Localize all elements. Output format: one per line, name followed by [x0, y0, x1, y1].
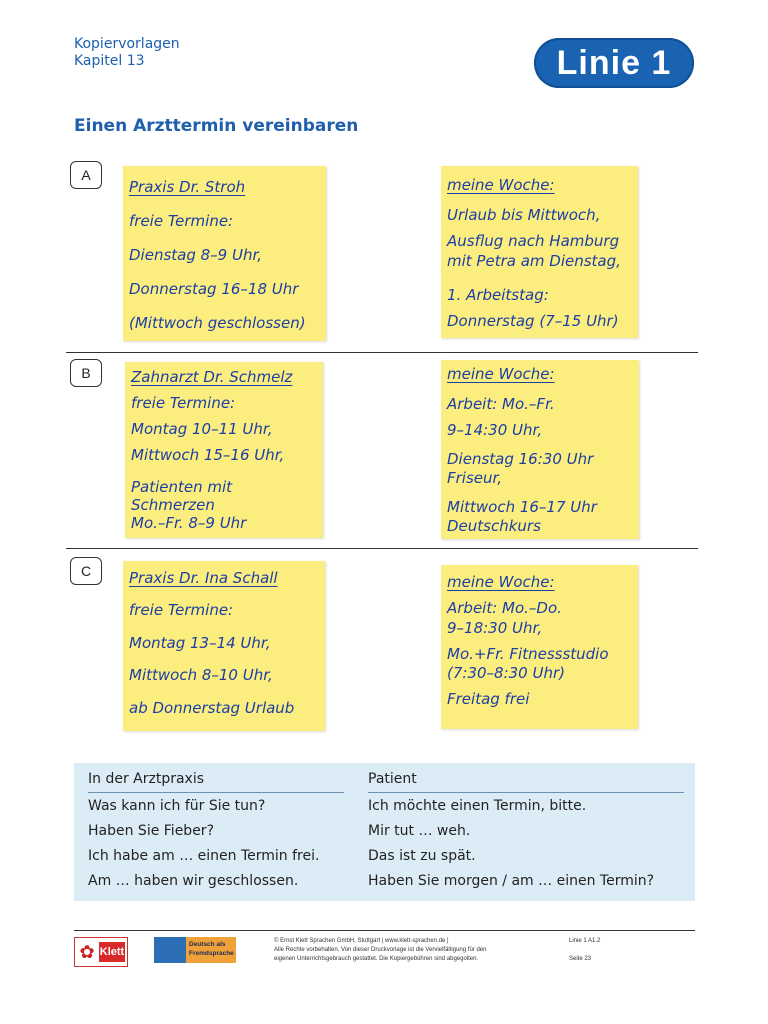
- note-line: Mittwoch 8–10 Uhr,: [129, 666, 273, 684]
- note-line: freie Termine:: [129, 601, 234, 619]
- section-letter-a: A: [70, 161, 102, 189]
- note-line: Mo.+Fr. Fitnessstudio: [447, 645, 609, 663]
- note-line: Mittwoch 15–16 Uhr,: [131, 446, 285, 464]
- phrase-box: [74, 763, 695, 901]
- footer-divider: [74, 930, 695, 931]
- note-a-right: [441, 166, 638, 338]
- daf-line-1: Deutsch als: [189, 941, 226, 948]
- note-line: 1. Arbeitstag:: [447, 286, 549, 304]
- daf-line-2: Fremdsprache: [189, 950, 234, 957]
- note-line: freie Termine:: [129, 212, 234, 230]
- page-number: Seite 23: [569, 956, 592, 962]
- phrase-row: Ich habe am … einen Termin frei.: [88, 848, 320, 864]
- header-line-1: Kopiervorlagen: [74, 36, 180, 52]
- note-line: Arbeit: Mo.–Do.: [447, 599, 562, 617]
- phrase-row: Haben Sie morgen / am … einen Termin?: [368, 873, 655, 889]
- linie1-logo: Linie 1: [534, 38, 694, 88]
- section-letter-b: B: [70, 359, 102, 387]
- note-line: mit Petra am Dienstag,: [447, 252, 621, 270]
- note-b-left: [125, 362, 323, 538]
- klett-mark-icon: ✿: [79, 942, 95, 962]
- note-line: Praxis Dr. Ina Schall: [129, 569, 278, 587]
- note-line: 9–18:30 Uhr,: [447, 619, 543, 637]
- page-title: Einen Arzttermin vereinbaren: [74, 116, 359, 136]
- header-meta: [74, 36, 180, 70]
- note-line: Mo.–Fr. 8–9 Uhr: [131, 514, 247, 532]
- copyright-line: Alle Rechte vorbehalten. Von dieser Druckvorlage ist die Vervielfältigung für den: [274, 947, 487, 953]
- note-line: Urlaub bis Mittwoch,: [447, 206, 601, 224]
- klett-label: Klett: [99, 942, 125, 962]
- note-line: Dienstag 16:30 Uhr: [447, 450, 594, 468]
- note-line: Mittwoch 16–17 Uhr: [447, 498, 597, 516]
- header-line-2: Kapitel 13: [74, 53, 145, 69]
- note-line: meine Woche:: [447, 176, 555, 194]
- note-line: Patienten mit: [131, 478, 233, 496]
- note-line: Montag 13–14 Uhr,: [129, 634, 271, 652]
- note-line: (Mittwoch geschlossen): [129, 314, 306, 332]
- note-line: Schmerzen: [131, 496, 215, 514]
- phrase-column-patient: [368, 771, 684, 893]
- note-line: 9–14:30 Uhr,: [447, 421, 543, 439]
- note-a-left: [123, 166, 326, 341]
- note-line: Donnerstag 16–18 Uhr: [129, 280, 299, 298]
- section-letter-c: C: [70, 557, 102, 585]
- note-line: Ausflug nach Hamburg: [447, 232, 620, 250]
- copyright-line: eigenen Unterrichtsgebrauch gestattet. Die Kopiergebühren sind abgegolten.: [274, 956, 479, 962]
- note-line: Donnerstag (7–15 Uhr): [447, 312, 619, 330]
- phrase-row: Ich möchte einen Termin, bitte.: [368, 798, 587, 814]
- note-line: Dienstag 8–9 Uhr,: [129, 246, 263, 264]
- note-line: Montag 10–11 Uhr,: [131, 420, 273, 438]
- daf-logo: [154, 937, 236, 963]
- phrase-row: Am … haben wir geschlossen.: [88, 873, 299, 889]
- phrase-row: Was kann ich für Sie tun?: [88, 798, 266, 814]
- copyright-line: © Ernst Klett Sprachen GmbH, Stuttgart | www.klett-sprachen.de |: [274, 938, 449, 944]
- note-line: Arbeit: Mo.–Fr.: [447, 395, 555, 413]
- note-line: meine Woche:: [447, 573, 555, 591]
- daf-label: [186, 937, 236, 963]
- phrase-row: Haben Sie Fieber?: [88, 823, 214, 839]
- note-line: (7:30–8:30 Uhr): [447, 664, 565, 682]
- note-line: Friseur,: [447, 469, 503, 487]
- page-info: [569, 937, 600, 964]
- note-line: freie Termine:: [131, 394, 236, 412]
- note-line: Freitag frei: [447, 690, 530, 708]
- divider: [66, 548, 698, 549]
- phrase-header-patient: Patient: [368, 771, 684, 793]
- note-line: Zahnarzt Dr. Schmelz: [131, 368, 293, 386]
- divider: [66, 352, 698, 353]
- phrase-row: Das ist zu spät.: [368, 848, 476, 864]
- phrase-row: Mir tut … weh.: [368, 823, 471, 839]
- note-line: meine Woche:: [447, 365, 555, 383]
- note-line: Praxis Dr. Stroh: [129, 178, 246, 196]
- phrase-header-practice: In der Arztpraxis: [88, 771, 344, 793]
- note-c-left: [123, 561, 325, 731]
- note-line: ab Donnerstag Urlaub: [129, 699, 295, 717]
- note-b-right: [441, 360, 639, 539]
- phrase-column-practice: [88, 771, 344, 893]
- klett-logo: [74, 937, 128, 967]
- book-label: Linie 1 A1.2: [569, 938, 601, 944]
- copyright-text: [274, 937, 544, 964]
- note-line: Deutschkurs: [447, 517, 541, 535]
- note-c-right: [441, 565, 638, 729]
